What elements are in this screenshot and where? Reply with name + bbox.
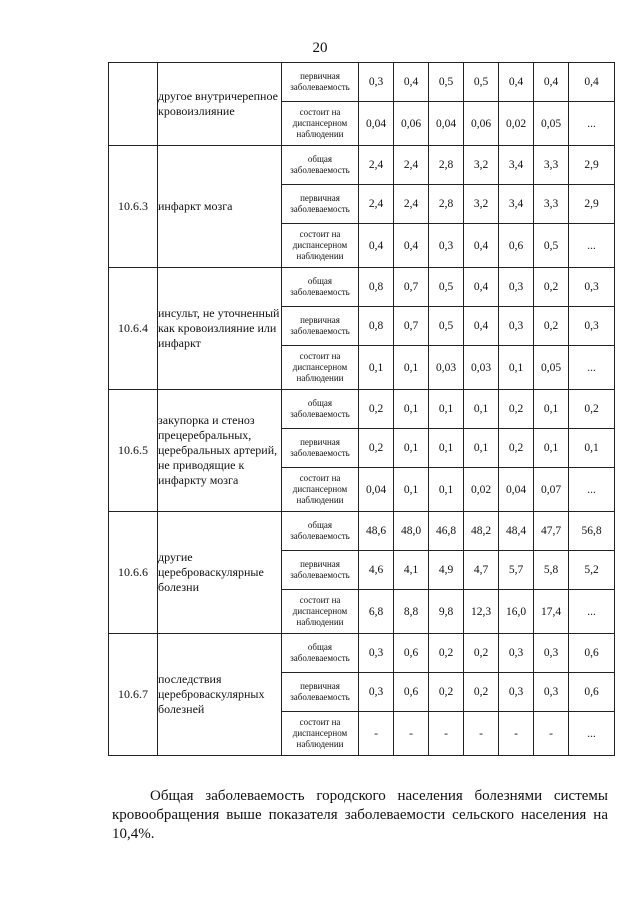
value-cell: - [359,712,394,756]
value-cell: 0,1 [429,429,464,468]
disease-name-cell: инсульт, не уточненный как кровоизлияние или инфаркт [158,268,282,390]
value-cell: 56,8 [569,512,615,551]
indicator-cell: общая заболеваемость [282,634,359,673]
value-cell: 0,7 [394,268,429,307]
value-cell: 0,1 [429,468,464,512]
value-cell: ... [569,590,615,634]
value-cell: 0,3 [359,673,394,712]
value-cell: 48,6 [359,512,394,551]
value-cell: 3,3 [534,146,569,185]
value-cell: 0,05 [534,346,569,390]
value-cell: 46,8 [429,512,464,551]
value-cell: 0,06 [464,102,499,146]
value-cell: 48,0 [394,512,429,551]
disease-name-cell: другое внутричерепное кровоизлияние [158,63,282,146]
value-cell: 0,3 [499,268,534,307]
value-cell: 0,1 [499,346,534,390]
value-cell: 2,4 [394,146,429,185]
value-cell: 2,4 [394,185,429,224]
value-cell: ... [569,468,615,512]
value-cell: 0,1 [569,429,615,468]
value-cell: 0,2 [499,429,534,468]
value-cell: 0,05 [534,102,569,146]
value-cell: 0,4 [359,224,394,268]
value-cell: 0,6 [499,224,534,268]
indicator-cell: общая заболеваемость [282,268,359,307]
value-cell: 0,1 [464,390,499,429]
indicator-cell: первичная заболеваемость [282,63,359,102]
disease-code-cell: 10.6.5 [109,390,158,512]
value-cell: 0,4 [464,307,499,346]
disease-name-cell: закупорка и стеноз прецеребральных, церебральных артерий, не приводящие к инфаркту мозга [158,390,282,512]
disease-code-cell: 10.6.6 [109,512,158,634]
value-cell: - [464,712,499,756]
value-cell: 0,04 [359,102,394,146]
value-cell: 0,1 [394,346,429,390]
value-cell: 0,2 [464,634,499,673]
disease-name-cell: последствия цереброваскулярных болезней [158,634,282,756]
value-cell: 16,0 [499,590,534,634]
indicator-cell: состоит на диспансерном наблюдении [282,102,359,146]
value-cell: 4,1 [394,551,429,590]
value-cell: 2,8 [429,185,464,224]
value-cell: 0,4 [394,224,429,268]
value-cell: 5,8 [534,551,569,590]
indicator-cell: состоит на диспансерном наблюдении [282,224,359,268]
value-cell: 8,8 [394,590,429,634]
value-cell: 0,8 [359,268,394,307]
value-cell: 0,06 [394,102,429,146]
value-cell: 0,3 [569,268,615,307]
table-row [109,146,615,185]
value-cell: 5,7 [499,551,534,590]
value-cell: 3,2 [464,185,499,224]
table-row [109,63,615,102]
value-cell: 0,2 [534,268,569,307]
value-cell: 0,1 [394,390,429,429]
value-cell: 0,4 [464,224,499,268]
indicator-cell: общая заболеваемость [282,512,359,551]
value-cell: 2,4 [359,146,394,185]
value-cell: 0,3 [499,673,534,712]
value-cell: 4,6 [359,551,394,590]
value-cell: 0,6 [394,634,429,673]
value-cell: 5,2 [569,551,615,590]
indicator-cell: состоит на диспансерном наблюдении [282,590,359,634]
value-cell: 0,6 [394,673,429,712]
value-cell: 0,4 [464,268,499,307]
value-cell: 0,2 [534,307,569,346]
value-cell: ... [569,102,615,146]
indicator-cell: первичная заболеваемость [282,673,359,712]
value-cell: 9,8 [429,590,464,634]
value-cell: 17,4 [534,590,569,634]
disease-name-cell: другие цереброваскулярные болезни [158,512,282,634]
value-cell: 0,04 [499,468,534,512]
value-cell: 0,2 [429,673,464,712]
value-cell: 0,04 [359,468,394,512]
value-cell: 0,4 [394,63,429,102]
value-cell: 3,4 [499,146,534,185]
value-cell: 48,4 [499,512,534,551]
value-cell: 2,8 [429,146,464,185]
value-cell: 0,7 [394,307,429,346]
value-cell: 0,04 [429,102,464,146]
summary-paragraph: Общая заболеваемость городского населения болезнями системы кровообращения выше показателя заболеваемости сельского населения на 10,4%. [112,788,608,842]
disease-name-cell: инфаркт мозга [158,146,282,268]
disease-code-cell [109,63,158,146]
value-cell: 0,5 [429,63,464,102]
value-cell: 0,4 [499,63,534,102]
value-cell: 0,2 [464,673,499,712]
value-cell: 0,02 [464,468,499,512]
value-cell: 3,4 [499,185,534,224]
value-cell: 0,1 [534,429,569,468]
value-cell: 0,1 [464,429,499,468]
table-row [109,634,615,673]
table-body [109,63,615,756]
value-cell: 2,9 [569,146,615,185]
value-cell: 0,3 [534,673,569,712]
disease-code-cell: 10.6.3 [109,146,158,268]
value-cell: 0,4 [534,63,569,102]
value-cell: 0,3 [499,634,534,673]
value-cell: 0,3 [429,224,464,268]
indicator-cell: первичная заболеваемость [282,429,359,468]
value-cell: - [534,712,569,756]
value-cell: 0,3 [534,634,569,673]
value-cell: 0,02 [499,102,534,146]
value-cell: 0,2 [359,429,394,468]
value-cell: 0,3 [499,307,534,346]
value-cell: 0,2 [569,390,615,429]
value-cell: 3,3 [534,185,569,224]
value-cell: 0,2 [499,390,534,429]
value-cell: - [394,712,429,756]
indicator-cell: первичная заболеваемость [282,185,359,224]
value-cell: 4,9 [429,551,464,590]
value-cell: 0,3 [359,634,394,673]
disease-code-cell: 10.6.7 [109,634,158,756]
value-cell: 0,5 [429,307,464,346]
value-cell: 6,8 [359,590,394,634]
value-cell: 0,5 [464,63,499,102]
page-number: 20 [312,40,328,56]
statistics-table [108,62,615,756]
indicator-cell: общая заболеваемость [282,390,359,429]
indicator-cell: общая заболеваемость [282,146,359,185]
value-cell: 0,1 [534,390,569,429]
value-cell: 0,8 [359,307,394,346]
value-cell: 4,7 [464,551,499,590]
value-cell: 0,4 [569,63,615,102]
table-row [109,512,615,551]
value-cell: 3,2 [464,146,499,185]
value-cell: 0,3 [569,307,615,346]
value-cell: ... [569,712,615,756]
value-cell: 0,2 [429,634,464,673]
indicator-cell: первичная заболеваемость [282,551,359,590]
value-cell: 47,7 [534,512,569,551]
value-cell: 0,1 [359,346,394,390]
value-cell: 12,3 [464,590,499,634]
indicator-cell: первичная заболеваемость [282,307,359,346]
value-cell: 48,2 [464,512,499,551]
value-cell: 0,6 [569,673,615,712]
value-cell: 0,07 [534,468,569,512]
indicator-cell: состоит на диспансерном наблюдении [282,346,359,390]
value-cell: 2,4 [359,185,394,224]
value-cell: 0,5 [429,268,464,307]
value-cell: 0,6 [569,634,615,673]
indicator-cell: состоит на диспансерном наблюдении [282,468,359,512]
value-cell: ... [569,346,615,390]
value-cell: 0,1 [394,429,429,468]
value-cell: ... [569,224,615,268]
value-cell: 0,03 [429,346,464,390]
disease-code-cell: 10.6.4 [109,268,158,390]
value-cell: 0,3 [359,63,394,102]
value-cell: - [429,712,464,756]
value-cell: - [499,712,534,756]
value-cell: 0,5 [534,224,569,268]
value-cell: 0,1 [394,468,429,512]
indicator-cell: состоит на диспансерном наблюдении [282,712,359,756]
table-row [109,268,615,307]
value-cell: 0,03 [464,346,499,390]
value-cell: 0,2 [359,390,394,429]
value-cell: 2,9 [569,185,615,224]
value-cell: 0,1 [429,390,464,429]
table-row [109,390,615,429]
